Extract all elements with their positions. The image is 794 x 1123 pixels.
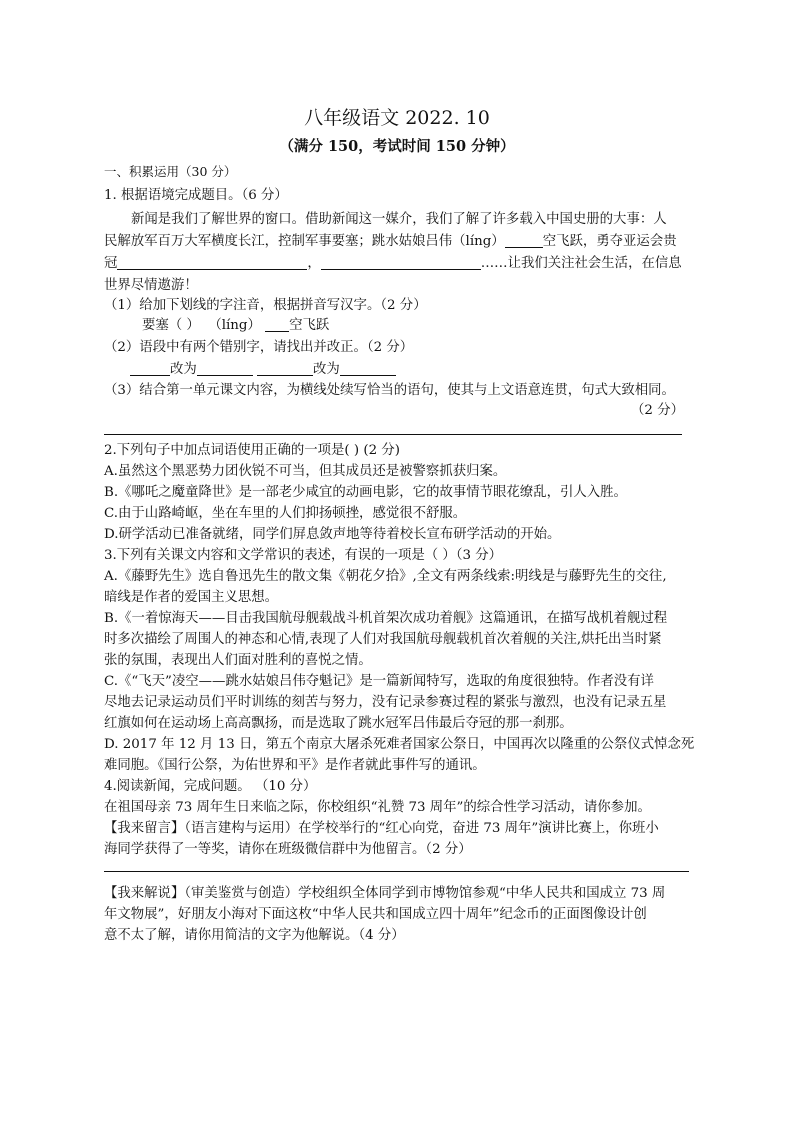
q1-passage-line2 [104, 232, 694, 252]
q3-option-a-cont: 暗线是作者的爱国主义思想。 [104, 590, 279, 605]
q3-stem: 3.下列有关课文内容和文学常识的表述，有误的一项是（ ）（3 分） [104, 548, 503, 563]
q1-sub1-items [142, 316, 732, 336]
q4-explain-prompt-cont: 年文物展”，好朋友小海对下面这枚“中华人民共和国成立四十周年”纪念币的正面图像设计创 [104, 907, 647, 922]
q1-sub3-stem: （3）结合第一单元课文内容，为横线处续写恰当的语句，使其与上文语意连贯，句式大致相同。 [104, 383, 675, 398]
q1-sub1-stem: （1）给加下划线的字注音，根据拼音写汉字。（2 分） [104, 298, 427, 313]
answer-blank[interactable] [117, 254, 307, 270]
q3-option-c-cont: 尽地去记录运动员们平时训练的刻苦与努力，没有记录参赛过程的紧张与激烈，也没有记录五星 [104, 695, 667, 710]
q3-option-c-cont: 红旗如何在运动场上高高飘扬，而是选取了跳水冠军吕伟最后夺冠的那一刹那。 [104, 716, 573, 731]
answer-blank[interactable] [197, 360, 253, 376]
q3-option-d-cont: 难同胞。《国行公祭，为佑世界和平》是作者就此事件写的通讯。 [104, 758, 486, 773]
q1-passage-line4: 世界尽情遨游！ [104, 278, 198, 293]
item-text: 要塞（ ） [142, 318, 200, 333]
q3-option-b-cont: 张的氛围，表现出人们面对胜利的喜悦之情。 [104, 653, 372, 668]
q2-stem: 2.下列句子中加点词语使用正确的一项是( ) (2 分) [104, 443, 400, 458]
page-title: 八年级语文 2022. 10 [304, 107, 490, 129]
q4-stem: 4.阅读新闻，完成问题。 （10 分） [104, 779, 317, 794]
q1-sub2-blanks [130, 360, 720, 380]
q1-stem: 1. 根据语境完成题目。（6 分） [104, 188, 288, 203]
q4-explain-prompt: 【我来解说】（审美鉴赏与创造）学校组织全体同学到市博物馆参观“中华人民共和国成立 73 周 [104, 886, 666, 901]
q4-explain-prompt-cont: 意不太了解，请你用简洁的文字为他解说。（4 分） [104, 928, 405, 943]
q1-passage-line1: 新闻是我们了解世界的窗口。借助新闻这一媒介，我们了解了许多载入中国史册的大事：人 [131, 212, 667, 227]
answer-blank[interactable] [505, 232, 543, 248]
q2-option-c: C.由于山路崎岖，坐在车里的人们抑扬顿挫，感觉很不舒服。 [104, 506, 467, 521]
q1-passage-line3 [104, 254, 694, 274]
q1-sub2-stem: （2）语段中有两个错别字，请找出并改正。（2 分） [104, 340, 414, 355]
answer-line[interactable] [104, 434, 682, 435]
passage-text: 空飞跃，勇夺亚运会贵 [542, 234, 677, 249]
change-label: 改为 [313, 362, 340, 377]
q4-message-prompt-cont: 海同学获得了一等奖，请你在班级微信群中为他留言。（2 分） [104, 842, 472, 857]
answer-blank[interactable] [130, 360, 170, 376]
passage-text: ， [307, 256, 321, 271]
change-label: 改为 [170, 362, 197, 377]
exam-subtitle: （满分 150，考试时间 150 分钟） [279, 138, 515, 155]
q3-option-c: C.《“飞天”凌空——跳水姑娘吕伟夺魁记》是一篇新闻特写，选取的角度很独特。作者没有详 [104, 674, 654, 689]
answer-blank[interactable] [265, 316, 289, 332]
answer-blank[interactable] [340, 360, 396, 376]
q2-option-a: A.虽然这个黑恶势力团伙锐不可当，但其成员还是被警察抓获归案。 [104, 464, 507, 479]
passage-text: 冠 [104, 256, 118, 271]
passage-text: 民解放军百万大军横度长江，控制军事要塞；跳水姑娘吕伟（líng） [104, 234, 505, 249]
section-heading: 一、积累运用（30 分） [104, 164, 237, 179]
answer-blank[interactable] [321, 254, 481, 270]
q3-option-b: B.《一着惊海天——目击我国航母舰载战斗机首架次成功着舰》这篇通讯，在描写战机着舰过程 [104, 611, 668, 626]
q3-option-a: A.《藤野先生》选自鲁迅先生的散文集《朝花夕拾》,全文有两条线索:明线是与藤野先生的交往, [104, 569, 667, 584]
q1-sub3-score: （2 分） [631, 403, 684, 418]
q2-option-d: D.研学活动已准备就绪，同学们屏息敛声地等待着校长宣布研学活动的开始。 [104, 527, 561, 542]
answer-line[interactable] [104, 871, 689, 872]
item-text: 空飞跃 [289, 318, 330, 333]
item-text: （líng） [208, 318, 261, 333]
q4-intro: 在祖国母亲 73 周年生日来临之际，你校组织“礼赞 73 周年”的综合性学习活动，请你参加。 [104, 800, 651, 815]
passage-text: ……让我们关注社会生活，在信息 [480, 256, 682, 271]
q3-option-d: D. 2017 年 12 月 13 日，第五个南京大屠杀死难者国家公祭日，中国再次以隆重的公祭仪式悼念死 [104, 737, 695, 752]
answer-blank[interactable] [257, 360, 313, 376]
q4-message-prompt: 【我来留言】（语言建构与运用）在学校举行的“红心向党，奋进 73 周年”演讲比赛上，你班小 [104, 821, 659, 836]
q2-option-b: B.《哪吒之魔童降世》是一部老少咸宜的动画电影，它的故事情节眼花缭乱，引人入胜。 [104, 485, 627, 500]
q3-option-b-cont: 时多次描绘了周围人的神态和心情,表现了人们对我国航母舰载机首次着舰的关注,烘托出当时紧 [104, 632, 662, 647]
